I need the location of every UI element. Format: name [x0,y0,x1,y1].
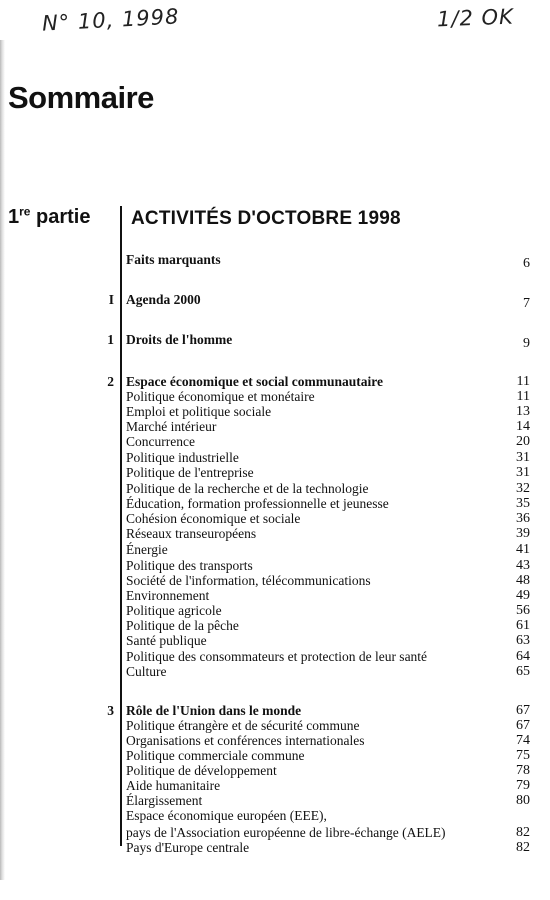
part-label-text: 1re partie [8,204,91,228]
toc-entry-label: Culture [126,664,167,679]
toc-page-number: 11 [516,389,530,404]
toc-page-number: 41 [516,542,530,557]
toc-row [107,332,530,351]
toc-entry-label: Cohésion économique et sociale [126,511,301,526]
handwritten-issue-note: N° 10, 1998 [41,4,180,36]
toc-page-number: 20 [516,434,530,449]
toc-page-number: 82 [516,840,530,855]
toc-page-number: 80 [516,793,530,808]
toc-entry-label: Aide humanitaire [126,778,221,793]
toc-entry-label: Politique de la recherche et de la technologie [126,481,369,496]
toc-page-number: 39 [516,526,530,541]
toc-page-number: 9 [523,336,530,351]
toc-row [126,434,530,450]
toc-entry-label: Politique industrielle [126,450,239,465]
toc-row [126,808,530,824]
toc-row [126,825,530,841]
toc-row [126,252,530,271]
toc-page-number: 64 [516,649,530,664]
toc-row [107,374,530,390]
toc-entry-label: Environnement [126,588,210,603]
toc-row [126,778,530,794]
toc-page-number: 78 [516,763,530,778]
toc-entry-label: Santé publique [126,633,207,648]
toc-entry-label: Droits de l'homme [126,332,233,347]
toc-entry-label: Politique des transports [126,558,253,573]
toc-section-number: 2 [107,374,114,389]
toc-row [126,733,530,749]
toc-row [126,603,530,619]
toc-entry-label: Concurrence [126,434,195,449]
toc-entry-label: Politique économique et monétaire [126,389,315,404]
toc-row [126,664,530,680]
toc-page-number: 56 [516,603,530,618]
toc-entry-label: Marché intérieur [126,419,217,434]
toc-page-number: 74 [516,733,530,748]
part-divider-line [120,206,122,846]
toc-entry-label: Espace économique et social communautaire [126,374,383,389]
toc-entry-label: Politique de l'entreprise [126,465,254,480]
part-heading: ACTIVITÉS D'OCTOBRE 1998 [131,208,401,229]
toc-page-number: 7 [523,296,530,311]
toc-entry-label: Énergie [126,542,168,557]
scan-edge-shadow [0,40,5,880]
toc-row [126,389,530,405]
toc-entry-label: Réseaux transeuropéens [126,526,257,541]
toc-page-number: 36 [516,511,530,526]
toc-row [126,633,530,649]
toc-section-number: 1 [107,332,114,347]
toc-page-number: 49 [516,588,530,603]
toc-entry-label: Politique étrangère et de sécurité commune [126,718,360,733]
handwritten-status-note: 1/2 OK [436,4,515,32]
toc-row [126,618,530,634]
toc-row [126,481,530,497]
toc-entry-label: pays de l'Association européenne de libre-échange (AELE) [126,825,446,840]
toc-row [108,292,530,311]
toc-page-number: 82 [516,825,530,840]
toc-row [126,419,530,435]
toc-page-number: 43 [516,558,530,573]
toc-row [126,465,530,481]
toc-row [126,573,530,589]
part-label [8,204,91,229]
toc-row [126,718,530,734]
toc-row [126,763,530,779]
toc-entry-label: Agenda 2000 [126,292,201,307]
toc-entry-label: Emploi et politique sociale [126,404,272,419]
toc-entry-label: Espace économique européen (EEE), [126,808,327,823]
toc-page-number: 6 [523,256,530,271]
toc-entry-label: Politique commerciale commune [126,748,305,763]
toc-page-number: 63 [516,633,530,648]
toc-entry-label: Élargissement [126,793,203,808]
toc-row [126,496,530,512]
toc-page-number: 48 [516,573,530,588]
toc-row [126,511,530,527]
toc-page-number: 32 [516,481,530,496]
toc-page-number: 79 [516,778,530,793]
toc-entry-label: Société de l'information, télécommunications [126,573,371,588]
toc-page-number: 35 [516,496,530,511]
toc-entry-label: Politique de développement [126,763,277,778]
toc-entry-label: Pays d'Europe centrale [126,840,250,855]
toc-entry-label: Faits marquants [126,252,221,267]
toc-section-number: 3 [107,703,114,718]
toc-row [126,649,530,665]
page-title: Sommaire [8,80,154,115]
toc-row [126,542,530,558]
toc-section-number: I [108,292,114,307]
toc-page-number: 67 [516,718,530,733]
toc-entry-label: Organisations et conférences internationales [126,733,365,748]
toc-entry-label: Rôle de l'Union dans le monde [126,703,302,718]
toc-page-number: 11 [516,374,530,389]
toc-row [126,793,530,809]
toc-entry-label: Politique de la pêche [126,618,239,633]
toc-row [126,404,530,420]
toc-page-number: 65 [516,664,530,679]
toc-page-number: 75 [516,748,530,763]
toc-row [107,703,530,719]
toc-row [126,450,530,466]
toc-page-number: 14 [516,419,530,434]
toc-row [126,526,530,542]
toc-row [126,588,530,604]
toc-row [126,748,530,764]
toc-page-number: 13 [516,404,530,419]
toc-page-number: 67 [516,703,530,718]
toc-row [126,558,530,574]
toc-entry-label: Éducation, formation professionnelle et jeunesse [126,496,389,511]
toc-page-number: 31 [516,465,530,480]
toc-row [126,840,530,856]
toc-entry-label: Politique des consommateurs et protection de leur santé [126,649,428,664]
toc-entry-label: Politique agricole [126,603,222,618]
toc-page-number: 31 [516,450,530,465]
toc-page-number: 61 [516,618,530,633]
